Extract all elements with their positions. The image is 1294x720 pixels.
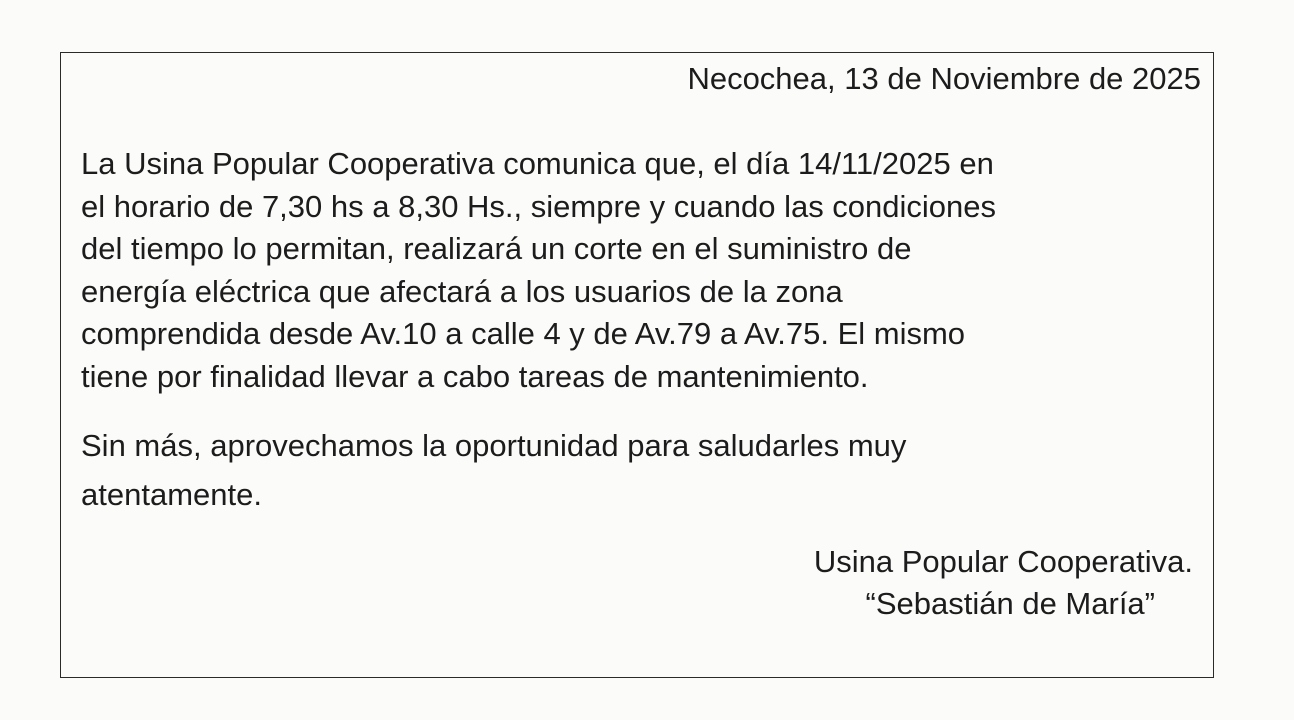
notice-box — [60, 52, 1214, 678]
closing-paragraph — [81, 421, 1191, 519]
signature-organization: Usina Popular Cooperativa. — [813, 544, 1193, 579]
body-line: el horario de 7,30 hs a 8,30 Hs., siempre y cuando las condiciones — [81, 188, 997, 224]
signature-block — [593, 541, 1193, 625]
closing-line: atentamente. — [81, 477, 262, 512]
body-line: del tiempo lo permitan, realizará un corte en el suministro de — [81, 231, 912, 266]
date-line: Necochea, 13 de Noviembre de 2025 — [687, 61, 1201, 96]
body-line: energía eléctrica que afectará a los usuarios de la zona — [81, 273, 843, 309]
closing-line: Sin más, aprovechamos la oportunidad para saludarles muy — [81, 428, 907, 463]
body-line: La Usina Popular Cooperativa comunica que, el día 14/11/2025 en — [81, 146, 994, 181]
notice-body — [81, 143, 1191, 398]
body-line: tiene por finalidad llevar a cabo tareas de mantenimiento. — [81, 358, 869, 394]
signature-name: “Sebastián de María” — [865, 586, 1155, 621]
body-line: comprendida desde Av.10 a calle 4 y de Av.79 a Av.75. El mismo — [81, 316, 966, 351]
